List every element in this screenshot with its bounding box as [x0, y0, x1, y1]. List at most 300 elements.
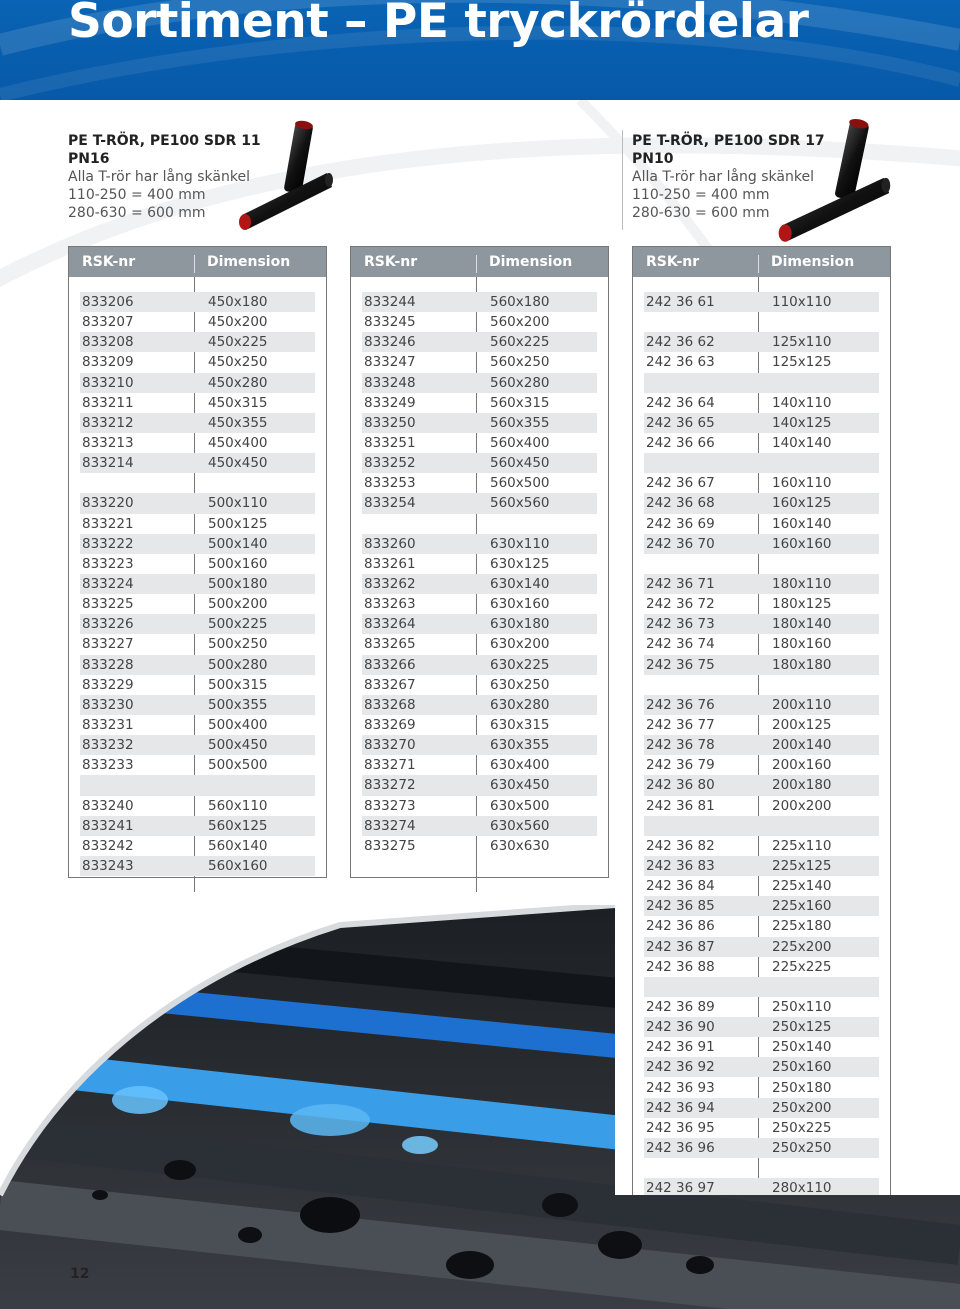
dimension-cell: 630x400	[490, 757, 550, 774]
dimension-cell: 500x315	[208, 676, 268, 693]
dimension-cell: 630x200	[490, 636, 550, 653]
table-header	[69, 247, 326, 277]
dimension-cell: 630x280	[490, 696, 550, 713]
rsk-number-cell: 833275	[364, 837, 416, 854]
col-header-dimension: Dimension	[489, 254, 573, 270]
table-body	[69, 277, 326, 892]
table-row	[362, 352, 597, 372]
table-row	[80, 534, 315, 554]
table-row	[80, 796, 315, 816]
table-row	[644, 735, 879, 755]
table-row	[644, 312, 879, 332]
dimension-cell: 560x250	[490, 354, 550, 371]
rsk-number-cell: 833208	[82, 334, 134, 351]
rsk-number-cell: 833271	[364, 757, 416, 774]
rsk-number-cell: 242 36 89	[646, 998, 715, 1015]
table-row	[362, 433, 597, 453]
rsk-number-cell: 242 36 63	[646, 354, 715, 371]
table-row	[644, 775, 879, 795]
table-row	[644, 836, 879, 856]
dimension-cell: 200x110	[772, 696, 832, 713]
table-row	[80, 352, 315, 372]
table-row	[362, 735, 597, 755]
rsk-number-cell: 833249	[364, 394, 416, 411]
rsk-number-cell: 833261	[364, 555, 416, 572]
rsk-number-cell: 242 36 69	[646, 515, 715, 532]
dimension-cell: 630x125	[490, 555, 550, 572]
rsk-number-cell: 242 36 83	[646, 858, 715, 874]
dimension-cell: 200x140	[772, 737, 832, 754]
table-row	[80, 614, 315, 634]
rsk-number-cell: 242 36 86	[646, 918, 715, 935]
rsk-number-cell: 833264	[364, 616, 416, 633]
rsk-number-cell: 833265	[364, 636, 416, 653]
dimension-cell: 250x180	[772, 1079, 832, 1096]
dimension-cell: 630x110	[490, 535, 550, 552]
rsk-number-cell: 833268	[364, 696, 416, 713]
table-row	[644, 292, 879, 312]
rsk-number-cell: 833220	[82, 495, 134, 512]
rsk-number-cell: 242 36 62	[646, 334, 715, 351]
rsk-number-cell: 833230	[82, 696, 134, 713]
table-row	[80, 634, 315, 654]
dimension-cell: 500x110	[208, 495, 268, 512]
table-row	[362, 574, 597, 594]
table-row	[362, 634, 597, 654]
rsk-number-cell: 833248	[364, 374, 416, 391]
table-row	[362, 775, 597, 795]
dimension-cell: 450x200	[208, 314, 268, 331]
dimension-cell: 560x560	[490, 495, 550, 512]
rsk-number-cell: 833229	[82, 676, 134, 693]
table-header	[633, 247, 890, 277]
product-title: PE T-RÖR, PE100 SDR 11	[68, 133, 261, 149]
table-row	[644, 413, 879, 433]
rsk-number-cell: 242 36 61	[646, 294, 715, 311]
dimension-cell: 225x140	[772, 878, 832, 895]
header-separator	[476, 255, 477, 273]
table-row	[80, 312, 315, 332]
rsk-number-cell: 242 36 81	[646, 797, 715, 814]
table-row	[644, 493, 879, 513]
table-row	[644, 574, 879, 594]
table-row	[644, 755, 879, 775]
rsk-number-cell: 833262	[364, 576, 416, 593]
table-row	[80, 493, 315, 513]
rsk-number-cell: 833206	[82, 294, 134, 311]
rsk-number-cell: 833263	[364, 596, 416, 613]
dimension-cell: 500x125	[208, 515, 268, 532]
rsk-number-cell: 833244	[364, 294, 416, 311]
table-row	[80, 695, 315, 715]
column-divider	[622, 130, 623, 230]
rsk-number-cell: 833260	[364, 535, 416, 552]
product-desc-line: 280-630 = 600 mm	[632, 205, 770, 221]
table-row	[362, 373, 597, 393]
rsk-number-cell: 833209	[82, 354, 134, 371]
rsk-number-cell: 833225	[82, 596, 134, 613]
t-pipe-icon	[232, 115, 342, 235]
table-row	[80, 655, 315, 675]
dimension-cell: 450x250	[208, 354, 268, 371]
rsk-number-cell: 242 36 75	[646, 656, 715, 673]
table-row	[644, 715, 879, 735]
rsk-number-cell: 242 36 82	[646, 837, 715, 854]
table-row	[362, 816, 597, 836]
dimension-table-2	[350, 246, 609, 878]
rsk-number-cell: 242 36 78	[646, 737, 715, 754]
table-row	[644, 655, 879, 675]
dimension-cell: 450x450	[208, 455, 268, 472]
col-header-rsk: RSK-nr	[364, 254, 418, 270]
rsk-number-cell: 833228	[82, 656, 134, 673]
table-row	[80, 856, 315, 876]
rsk-number-cell: 833241	[82, 817, 134, 834]
table-row	[644, 695, 879, 715]
dimension-cell: 560x110	[208, 797, 268, 814]
table-row	[644, 453, 879, 473]
rsk-number-cell: 833267	[364, 676, 416, 693]
dimension-cell: 180x160	[772, 636, 832, 653]
rsk-number-cell: 833270	[364, 737, 416, 754]
rsk-number-cell: 833227	[82, 636, 134, 653]
dimension-cell: 225x125	[772, 858, 832, 874]
dimension-cell: 160x125	[772, 495, 832, 512]
rsk-number-cell: 242 36 80	[646, 777, 715, 794]
rsk-number-cell: 242 36 85	[646, 898, 715, 915]
rsk-number-cell: 833214	[82, 455, 134, 472]
rsk-number-cell: 242 36 66	[646, 435, 715, 452]
dimension-cell: 200x180	[772, 777, 832, 794]
dimension-cell: 140x125	[772, 414, 832, 431]
rsk-number-cell: 833212	[82, 414, 134, 431]
dimension-cell: 250x110	[772, 998, 832, 1015]
rsk-number-cell: 833273	[364, 797, 416, 814]
dimension-cell: 250x250	[772, 1139, 832, 1156]
dimension-cell: 560x280	[490, 374, 550, 391]
table-row	[80, 332, 315, 352]
dimension-cell: 200x125	[772, 717, 832, 734]
rsk-number-cell: 242 36 72	[646, 596, 715, 613]
table-row	[644, 514, 879, 534]
table-row	[644, 433, 879, 453]
dimension-cell: 560x355	[490, 414, 550, 431]
dimension-cell: 180x180	[772, 656, 832, 673]
dimension-cell: 630x180	[490, 616, 550, 633]
rsk-number-cell: 833272	[364, 777, 416, 794]
table-row	[362, 614, 597, 634]
table-row	[80, 413, 315, 433]
col-header-rsk: RSK-nr	[646, 254, 700, 270]
table-row	[80, 514, 315, 534]
table-row	[644, 634, 879, 654]
dimension-cell: 250x140	[772, 1039, 832, 1056]
rsk-number-cell: 242 36 77	[646, 717, 715, 734]
dimension-cell: 140x140	[772, 435, 832, 452]
table-row	[80, 393, 315, 413]
dimension-cell: 560x125	[208, 817, 268, 834]
dimension-cell: 500x450	[208, 737, 268, 754]
rsk-number-cell: 242 36 91	[646, 1039, 715, 1056]
table-row	[362, 312, 597, 332]
dimension-cell: 630x225	[490, 656, 550, 673]
table-row	[362, 594, 597, 614]
table-row	[644, 534, 879, 554]
table-row	[362, 836, 597, 856]
table-row	[80, 554, 315, 574]
header-separator	[758, 255, 759, 273]
dimension-cell: 250x160	[772, 1059, 832, 1076]
table-row	[80, 473, 315, 493]
rsk-number-cell: 242 36 67	[646, 475, 715, 492]
dimension-cell: 450x180	[208, 294, 268, 311]
table-row	[362, 473, 597, 493]
dimension-cell: 180x110	[772, 576, 832, 593]
dimension-cell: 225x200	[772, 938, 832, 955]
rsk-number-cell: 833254	[364, 495, 416, 512]
rsk-number-cell: 833243	[82, 858, 134, 874]
dimension-cell: 500x200	[208, 596, 268, 613]
table-row	[80, 836, 315, 856]
table-row	[80, 453, 315, 473]
col-header-dimension: Dimension	[207, 254, 291, 270]
dimension-cell: 225x110	[772, 837, 832, 854]
dimension-cell: 500x180	[208, 576, 268, 593]
rsk-number-cell: 833231	[82, 717, 134, 734]
rsk-number-cell: 242 36 64	[646, 394, 715, 411]
dimension-cell: 560x225	[490, 334, 550, 351]
table-header	[351, 247, 608, 277]
product-pressure-class: PN10	[632, 151, 674, 167]
table-row	[644, 796, 879, 816]
rsk-number-cell: 833221	[82, 515, 134, 532]
dimension-cell: 250x125	[772, 1019, 832, 1036]
rsk-number-cell: 242 36 92	[646, 1059, 715, 1076]
dimension-cell: 500x500	[208, 757, 268, 774]
dimension-cell: 225x225	[772, 958, 832, 975]
table-row	[362, 453, 597, 473]
table-row	[362, 493, 597, 513]
rsk-number-cell: 833251	[364, 435, 416, 452]
dimension-cell: 560x450	[490, 455, 550, 472]
table-row	[80, 292, 315, 312]
dimension-cell: 250x225	[772, 1119, 832, 1136]
table-row	[80, 675, 315, 695]
rsk-number-cell: 833222	[82, 535, 134, 552]
rsk-number-cell: 242 36 76	[646, 696, 715, 713]
dimension-cell: 560x160	[208, 858, 268, 874]
table-row	[362, 393, 597, 413]
dimension-cell: 200x160	[772, 757, 832, 774]
rsk-number-cell: 833240	[82, 797, 134, 814]
rsk-number-cell: 833226	[82, 616, 134, 633]
dimension-cell: 200x200	[772, 797, 832, 814]
page-number: 12	[70, 1266, 90, 1282]
page-header	[0, 0, 960, 100]
dimension-cell: 140x110	[772, 394, 832, 411]
table-row	[644, 876, 879, 896]
rsk-number-cell: 833211	[82, 394, 134, 411]
rsk-number-cell: 833224	[82, 576, 134, 593]
dimension-cell: 630x355	[490, 737, 550, 754]
table-row	[80, 775, 315, 795]
table-row	[644, 614, 879, 634]
rsk-number-cell: 833250	[364, 414, 416, 431]
rsk-number-cell: 833247	[364, 354, 416, 371]
rsk-number-cell: 242 36 70	[646, 535, 715, 552]
product-pressure-class: PN16	[68, 151, 110, 167]
rsk-number-cell: 242 36 65	[646, 414, 715, 431]
rsk-number-cell: 833233	[82, 757, 134, 774]
rsk-number-cell: 242 36 79	[646, 757, 715, 774]
dimension-cell: 630x140	[490, 576, 550, 593]
dimension-cell: 225x160	[772, 898, 832, 915]
dimension-cell: 500x160	[208, 555, 268, 572]
product-desc-line: 110-250 = 400 mm	[68, 187, 206, 203]
dimension-cell: 160x160	[772, 535, 832, 552]
dimension-cell: 450x355	[208, 414, 268, 431]
rsk-number-cell: 242 36 94	[646, 1099, 715, 1116]
table-row	[644, 352, 879, 372]
table-body	[351, 277, 608, 892]
dimension-cell: 500x140	[208, 535, 268, 552]
table-row	[80, 755, 315, 775]
table-row	[362, 755, 597, 775]
rsk-number-cell: 242 36 74	[646, 636, 715, 653]
rsk-number-cell: 833207	[82, 314, 134, 331]
dimension-cell: 500x250	[208, 636, 268, 653]
dimension-table-1	[68, 246, 327, 878]
table-row	[644, 856, 879, 876]
rsk-number-cell: 833242	[82, 837, 134, 854]
rsk-number-cell: 833252	[364, 455, 416, 472]
rsk-number-cell: 242 36 87	[646, 938, 715, 955]
dimension-cell: 160x140	[772, 515, 832, 532]
table-row	[80, 574, 315, 594]
table-row	[362, 715, 597, 735]
dimension-cell: 180x125	[772, 596, 832, 613]
dimension-cell: 450x400	[208, 435, 268, 452]
col-header-dimension: Dimension	[771, 254, 855, 270]
table-row	[362, 332, 597, 352]
rsk-number-cell: 833253	[364, 475, 416, 492]
table-row	[644, 594, 879, 614]
dimension-cell: 630x560	[490, 817, 550, 834]
product-desc-line: Alla T-rör har lång skänkel	[68, 169, 250, 185]
table-row	[644, 393, 879, 413]
rsk-number-cell: 242 36 93	[646, 1079, 715, 1096]
rsk-number-cell: 242 36 95	[646, 1119, 715, 1136]
product-title: PE T-RÖR, PE100 SDR 17	[632, 133, 825, 149]
dimension-cell: 630x160	[490, 596, 550, 613]
table-row	[362, 655, 597, 675]
dimension-cell: 450x315	[208, 394, 268, 411]
dimension-cell: 560x500	[490, 475, 550, 492]
table-row	[362, 695, 597, 715]
rsk-number-cell: 242 36 73	[646, 616, 715, 633]
dimension-cell: 450x225	[208, 334, 268, 351]
dimension-cell: 125x125	[772, 354, 832, 371]
table-row	[644, 675, 879, 695]
rsk-number-cell: 833274	[364, 817, 416, 834]
dimension-cell: 560x140	[208, 837, 268, 854]
table-row	[80, 373, 315, 393]
rsk-number-cell: 833266	[364, 656, 416, 673]
dimension-cell: 280x110	[772, 1180, 832, 1197]
table-row	[80, 594, 315, 614]
rsk-number-cell: 833223	[82, 555, 134, 572]
dimension-cell: 630x630	[490, 837, 550, 854]
table-row	[362, 413, 597, 433]
table-row	[644, 816, 879, 836]
col-header-rsk: RSK-nr	[82, 254, 136, 270]
dimension-cell: 500x225	[208, 616, 268, 633]
rsk-number-cell: 242 36 68	[646, 495, 715, 512]
dimension-cell: 630x500	[490, 797, 550, 814]
dimension-cell: 110x110	[772, 294, 832, 311]
header-separator	[194, 255, 195, 273]
rsk-number-cell: 833269	[364, 717, 416, 734]
product-desc-line: Alla T-rör har lång skänkel	[632, 169, 814, 185]
table-row	[644, 332, 879, 352]
table-row	[644, 554, 879, 574]
table-row	[362, 675, 597, 695]
dimension-cell: 125x110	[772, 334, 832, 351]
table-row	[80, 715, 315, 735]
rsk-number-cell: 242 36 88	[646, 958, 715, 975]
table-row	[362, 796, 597, 816]
rsk-number-cell: 833210	[82, 374, 134, 391]
product-desc-line: 280-630 = 600 mm	[68, 205, 206, 221]
dimension-cell: 630x450	[490, 777, 550, 794]
table-row	[644, 473, 879, 493]
page-title: Sortiment – PE tryckrördelar	[68, 0, 809, 49]
table-row	[362, 514, 597, 534]
dimension-cell: 180x140	[772, 616, 832, 633]
dimension-cell: 630x250	[490, 676, 550, 693]
rsk-number-cell: 242 36 97	[646, 1180, 715, 1197]
t-pipe-icon	[775, 115, 895, 245]
dimension-cell: 500x355	[208, 696, 268, 713]
dimension-cell: 225x180	[772, 918, 832, 935]
table-row	[362, 554, 597, 574]
rsk-number-cell: 242 36 71	[646, 576, 715, 593]
dimension-cell: 560x180	[490, 294, 550, 311]
rsk-number-cell: 833213	[82, 435, 134, 452]
dimension-cell: 560x200	[490, 314, 550, 331]
rsk-number-cell: 242 36 84	[646, 878, 715, 895]
rsk-number-cell: 833245	[364, 314, 416, 331]
table-row	[80, 816, 315, 836]
product-desc-line: 110-250 = 400 mm	[632, 187, 770, 203]
table-row	[80, 433, 315, 453]
rsk-number-cell: 242 36 96	[646, 1139, 715, 1156]
rsk-number-cell: 833246	[364, 334, 416, 351]
dimension-cell: 630x315	[490, 717, 550, 734]
dimension-cell: 450x280	[208, 374, 268, 391]
dimension-cell: 500x400	[208, 717, 268, 734]
rsk-number-cell: 242 36 90	[646, 1019, 715, 1036]
table-row	[362, 292, 597, 312]
table-row	[644, 373, 879, 393]
rsk-number-cell: 833232	[82, 737, 134, 754]
dimension-cell: 500x280	[208, 656, 268, 673]
table-row	[362, 534, 597, 554]
dimension-cell: 160x110	[772, 475, 832, 492]
dimension-cell: 250x200	[772, 1099, 832, 1116]
dimension-cell: 560x315	[490, 394, 550, 411]
table-row	[80, 735, 315, 755]
